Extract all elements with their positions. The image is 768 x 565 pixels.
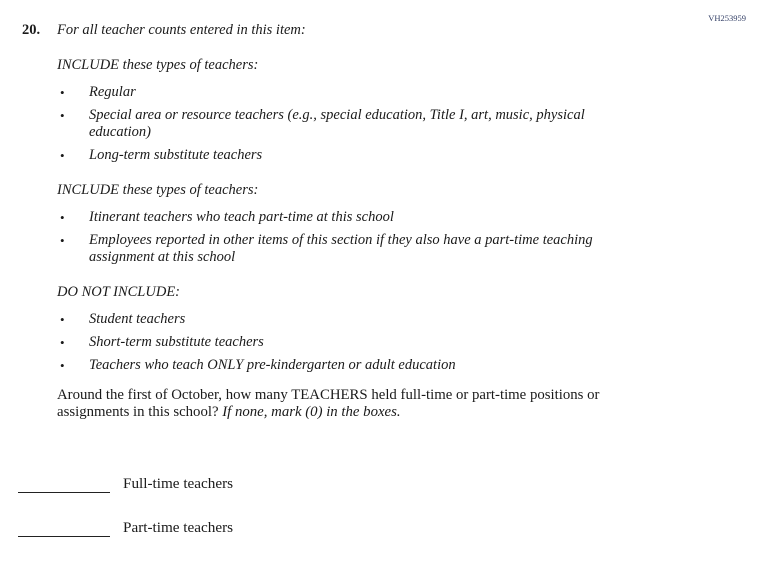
bullet-text: Teachers who teach ONLY pre-kindergarten or adult education (89, 357, 456, 373)
bullet-icon: • (60, 312, 65, 327)
question-prompt (57, 387, 653, 421)
item-intro: For all teacher counts entered in this item: (57, 22, 306, 38)
accession-code: VH253959 (708, 13, 746, 23)
bullet-icon: • (60, 210, 65, 225)
bullet-text: Student teachers (89, 311, 186, 327)
bullet-icon: • (60, 233, 65, 248)
answer-area (18, 473, 768, 537)
bullet-icon: • (60, 148, 65, 163)
list-item (57, 357, 662, 374)
bullet-text: Long-term substitute teachers (89, 147, 263, 163)
part-time-teachers-row (18, 517, 768, 537)
list-item (57, 334, 662, 351)
list-item (57, 311, 662, 328)
full-time-teachers-row (18, 473, 768, 493)
part-time-teachers-blank[interactable] (18, 519, 110, 537)
bullet-icon: • (60, 85, 65, 100)
item-body (57, 57, 662, 421)
include-section-1 (57, 57, 662, 164)
section-heading: DO NOT INCLUDE: (57, 284, 181, 300)
item-number: 20. (22, 22, 41, 38)
bullet-icon: • (60, 358, 65, 373)
bullet-text: Itinerant teachers who teach part-time at this school (89, 209, 394, 225)
list-item (57, 84, 662, 101)
bullet-text: Special area or resource teachers (e.g., special education, Title I, art, music, physical education) (89, 107, 585, 140)
list-item (57, 107, 662, 141)
list-item (57, 209, 662, 226)
question-note-text: If none, mark (0) in the boxes. (222, 404, 401, 420)
question-main-text: Around the first of October, how many TEACHERS held full-time or part-time positions or assignments in this school? (57, 387, 600, 420)
do-not-include-section (57, 284, 662, 374)
list-item (57, 232, 662, 266)
full-time-teachers-label: Full-time teachers (123, 475, 234, 492)
include-section-2 (57, 182, 662, 266)
bullet-text: Short-term substitute teachers (89, 334, 264, 350)
bullet-icon: • (60, 108, 65, 123)
bullet-text: Regular (89, 84, 136, 100)
full-time-teachers-blank[interactable] (18, 475, 110, 493)
bullet-text: Employees reported in other items of this section if they also have a part-time teaching assignment at this school (89, 232, 593, 265)
section-heading: INCLUDE these types of teachers: (57, 182, 259, 198)
bullet-icon: • (60, 335, 65, 350)
section-heading: INCLUDE these types of teachers: (57, 57, 259, 73)
list-item (57, 147, 662, 164)
part-time-teachers-label: Part-time teachers (123, 519, 234, 536)
item-header (22, 0, 768, 39)
